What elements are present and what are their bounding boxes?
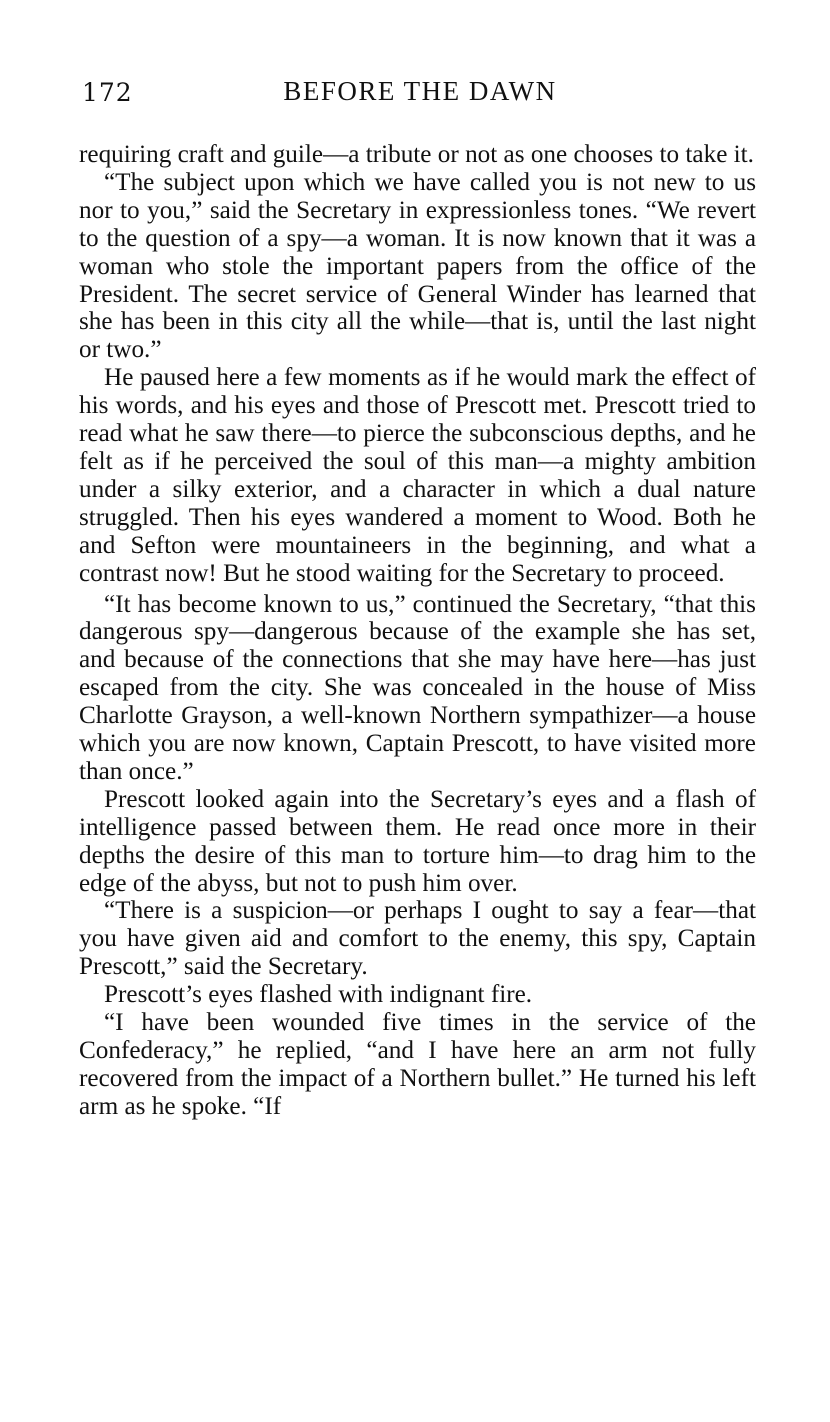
page-number: 172 [82,78,133,107]
paragraph-5: Prescott looked again into the Secretary’s eyes and a flash of intelligence passed between them. He read once more in their depths the desire of this man to torture him—to drag him to the edge of the abyss, but not to push him over. [79,785,756,897]
book-title: BEFORE THE DAWN [283,76,557,106]
paragraph-7: Prescott’s eyes flashed with indignant fire. [104,981,533,1009]
paragraph-4: “It has become known to us,” continued the Secretary, “that this dangerous spy—dangerous because of the example she has set, and because of the connections that she may have here—has just escaped from the city. She was concealed in the house of Miss Charlotte Grayson, a well-known Northern sympathizer—a house which you are now known, Captain Prescott, to have visited more than once.” [79,590,756,785]
paragraph-1: requiring craft and guile—a tribute or not as one chooses to take it. [79,141,754,168]
paragraph-2: “The subject upon which we have called you is not new to us nor to you,” said the Secretary in expressionless tones. “We revert to the question of a spy—a woman. It is now known that it was a woman who stole the important papers from the office of the President. The secret service of General Winder has learned that she has been in this city all the while—that is, until the last night or two.” [79,168,756,364]
paragraph-6: “There is a suspicion—or perhaps I ought to say a fear—that you have given aid and comfort to the enemy, this spy, Captain Prescott,” said the Secretary. [79,897,756,981]
paragraph-3: He paused here a few moments as if he would mark the effect of his words, and his eyes and those of Prescott met. Prescott tried to read what he saw there—to pierce the subconscious depths, and he felt as if he perceived the soul of this man—a mighty ambition under a silky exterior, and a character in which a dual nature struggled. Then his eyes wandered a moment to Wood. Both he and Sefton were mountaineers in the beginning, and what a contrast now! But he stood waiting for the Secretary to proceed. [79,364,756,587]
running-head [82,76,758,112]
body-text [79,141,756,1121]
paragraph-8: “I have been wounded five times in the service of the Confederacy,” he replied, “and I have here an arm not fully recovered from the impact of a Northern bullet.” He turned his left arm as he spoke. “If [79,1009,756,1120]
